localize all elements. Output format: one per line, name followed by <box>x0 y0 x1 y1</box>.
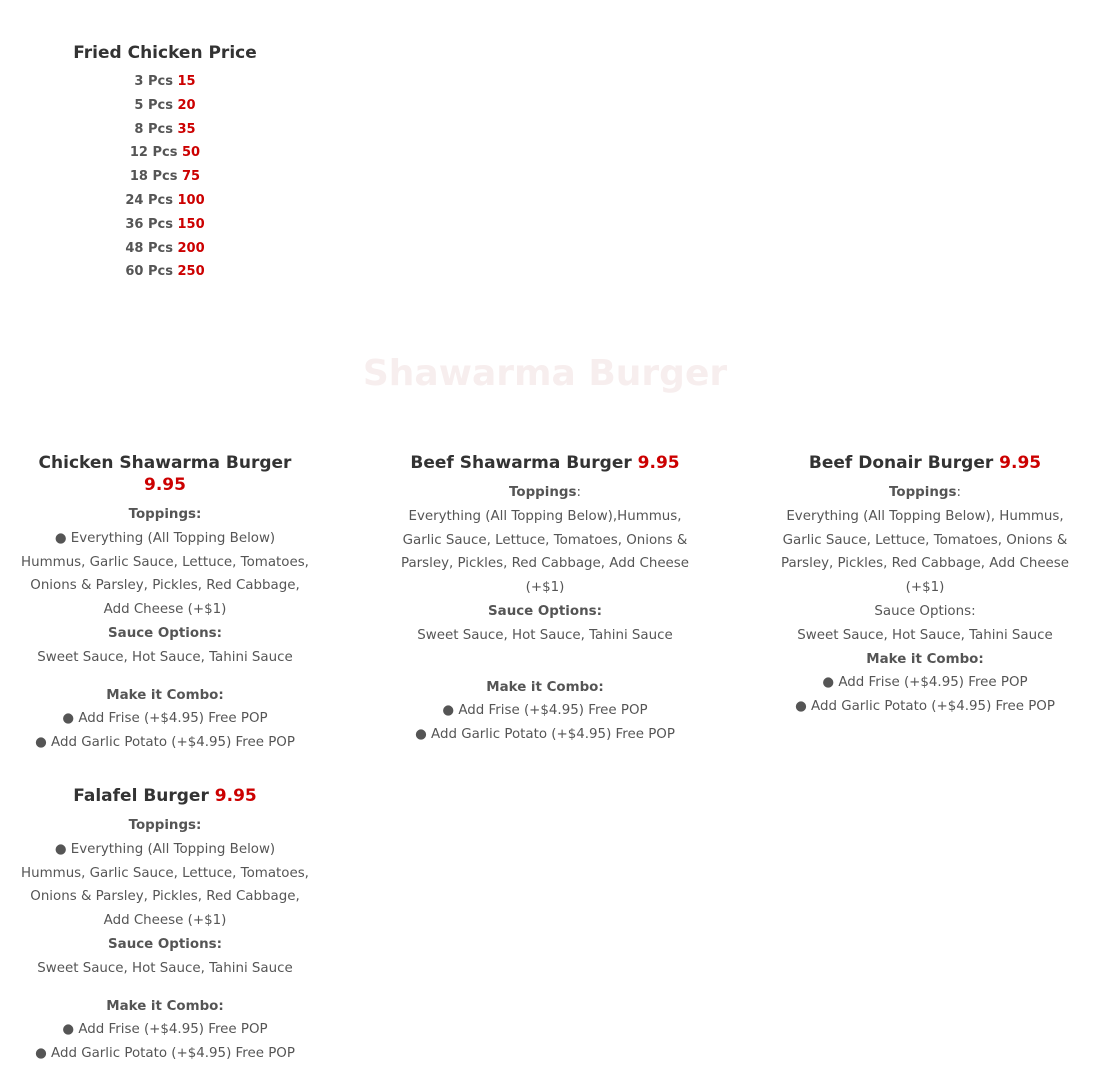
list-item <box>20 70 310 94</box>
item-label: 3 Pcs <box>134 74 173 89</box>
spacer <box>20 981 310 995</box>
sauce-options: Sweet Sauce, Hot Sauce, Tahini Sauce <box>37 960 293 976</box>
item-label: 60 Pcs <box>125 264 173 280</box>
toppings-everything: ● Everything (All Topping Below) <box>54 530 276 546</box>
toppings-heading <box>390 481 700 505</box>
list-item <box>20 141 310 165</box>
combo-label: Make it Combo: <box>866 651 984 667</box>
sauce-options: Sweet Sauce, Hot Sauce, Tahini Sauce <box>417 627 673 643</box>
toppings-label: Toppings: <box>128 507 202 522</box>
burger-name: Beef Shawarma Burger <box>410 453 632 473</box>
combo-option: ● Add Garlic Potato (+$4.95) Free POP <box>35 1046 295 1062</box>
toppings-heading <box>766 481 1084 505</box>
burger-name: Beef Donair Burger <box>808 453 994 473</box>
list-item <box>20 165 310 189</box>
item-price: 35 <box>177 121 196 137</box>
burger-price: 9.95 <box>214 786 257 806</box>
list-item <box>20 189 310 213</box>
combo-label: Make it Combo: <box>486 679 604 695</box>
combo-label: Make it Combo: <box>106 687 224 703</box>
item-price: 75 <box>182 169 201 185</box>
combo-option: ● Add Frise (+$4.95) Free POP <box>62 1022 268 1038</box>
burger-card-donair <box>766 452 1084 719</box>
item-label: 8 Pcs <box>134 121 173 137</box>
burger-name: Chicken Shawarma Burger <box>38 453 292 473</box>
item-price: 20 <box>177 97 196 113</box>
item-label: 5 Pcs <box>134 97 173 113</box>
combo-option: ● Add Garlic Potato (+$4.95) Free POP <box>415 727 675 743</box>
combo-option: ● Add Frise (+$4.95) Free POP <box>442 703 648 719</box>
list-item <box>20 213 310 237</box>
item-price: 100 <box>177 192 205 208</box>
toppings-colon: : <box>576 485 581 500</box>
sauce-options: Sweet Sauce, Hot Sauce, Tahini Sauce <box>797 627 1053 643</box>
toppings-colon: : <box>956 485 961 500</box>
list-item <box>20 94 310 118</box>
fried-chicken-title: Fried Chicken Price <box>73 43 257 63</box>
list-item <box>20 237 310 261</box>
spacer <box>390 648 700 676</box>
spacer <box>20 670 310 684</box>
burger-title <box>766 452 1084 474</box>
list-item <box>20 260 310 284</box>
fried-chicken-section <box>20 42 310 284</box>
toppings-label: Toppings: <box>128 818 202 833</box>
toppings-label: Toppings <box>889 485 957 500</box>
toppings-list: Everything (All Topping Below), Hummus, Garlic Sauce, Lettuce, Tomatoes, Onions & Parsley, Pickles, Red Cabbage, Add Cheese (+$1) <box>780 508 1070 596</box>
burger-card-falafel <box>20 785 310 1066</box>
burger-price: 9.95 <box>144 475 186 495</box>
toppings-list: Hummus, Garlic Sauce, Lettuce, Tomatoes, Onions & Parsley, Pickles, Red Cabbage, Add Cheese (+$1) <box>21 554 309 618</box>
burger-details <box>20 814 310 1066</box>
combo-option: ● Add Garlic Potato (+$4.95) Free POP <box>35 735 295 751</box>
combo-label: Make it Combo: <box>106 998 224 1014</box>
item-label: 48 Pcs <box>125 240 173 256</box>
fried-chicken-price-list <box>20 70 310 284</box>
sauce-options-label: Sauce Options: <box>874 603 976 619</box>
item-label: 36 Pcs <box>125 216 173 232</box>
burger-card-chicken <box>20 452 310 755</box>
list-item <box>20 118 310 142</box>
burger-details <box>390 481 700 747</box>
combo-option: ● Add Frise (+$4.95) Free POP <box>822 675 1028 691</box>
burger-title <box>390 452 700 474</box>
item-price: 15 <box>177 74 196 89</box>
burger-price: 9.95 <box>637 453 680 473</box>
toppings-list: Everything (All Topping Below),Hummus, Garlic Sauce, Lettuce, Tomatoes, Onions & Parsley, Pickles, Red Cabbage, Add Cheese (+$1) <box>400 508 690 596</box>
sauce-options-label: Sauce Options: <box>488 603 602 619</box>
combo-option: ● Add Garlic Potato (+$4.95) Free POP <box>795 699 1055 715</box>
sauce-options: Sweet Sauce, Hot Sauce, Tahini Sauce <box>37 649 293 665</box>
burger-price: 9.95 <box>999 453 1042 473</box>
item-label: 18 Pcs <box>129 169 178 185</box>
item-label: 12 Pcs <box>129 145 178 161</box>
burger-details <box>20 503 310 755</box>
sauce-options-label: Sauce Options: <box>108 625 222 641</box>
sauce-options-label: Sauce Options: <box>108 936 222 952</box>
burger-details <box>766 481 1084 719</box>
item-price: 150 <box>177 216 205 232</box>
burger-title <box>20 785 310 807</box>
toppings-list: Hummus, Garlic Sauce, Lettuce, Tomatoes, Onions & Parsley, Pickles, Red Cabbage, Add Cheese (+$1) <box>21 865 309 929</box>
combo-option: ● Add Frise (+$4.95) Free POP <box>62 711 268 727</box>
section-title: Shawarma Burger <box>362 353 728 394</box>
toppings-label: Toppings <box>509 485 577 500</box>
item-price: 200 <box>177 240 205 256</box>
item-label: 24 Pcs <box>125 192 173 208</box>
burger-name: Falafel Burger <box>73 786 209 806</box>
burger-title <box>20 452 310 496</box>
burger-card-beef <box>390 452 700 747</box>
item-price: 250 <box>177 264 205 280</box>
item-price: 50 <box>182 145 201 161</box>
toppings-everything: ● Everything (All Topping Below) <box>54 841 276 857</box>
